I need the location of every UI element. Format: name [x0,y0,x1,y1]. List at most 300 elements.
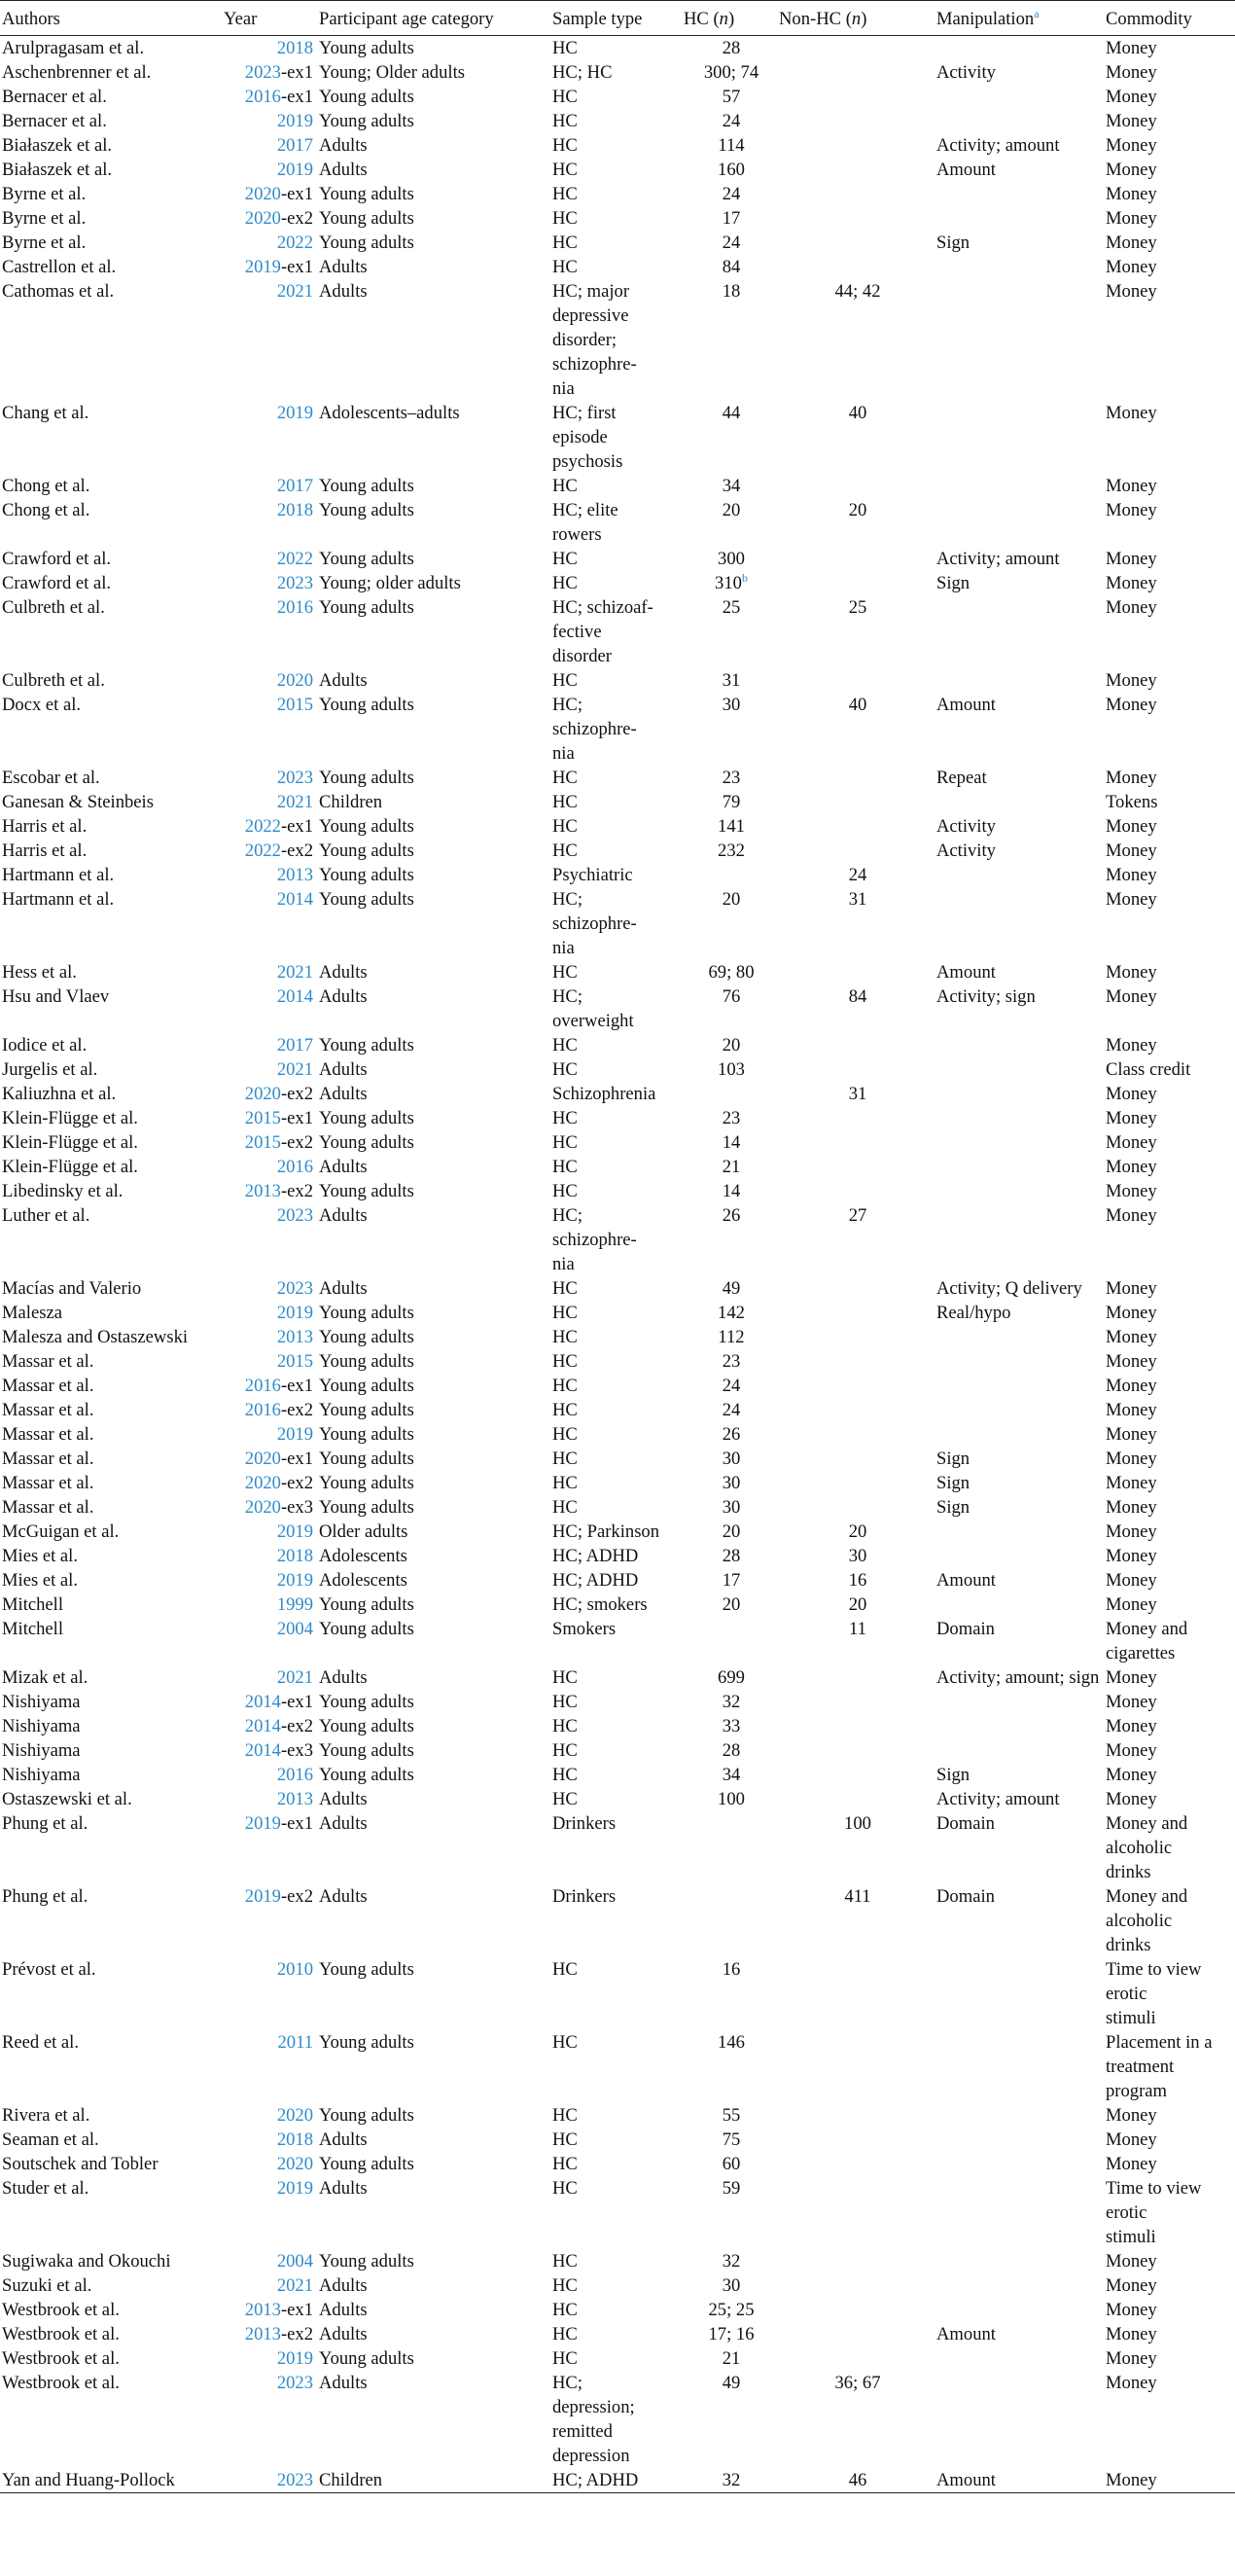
cell-manipulation [936,1130,1106,1155]
cell-age-category: Adults [319,1886,368,1907]
year-link[interactable]: 2016 [244,1376,281,1396]
cell-authors: Crawford et al. [2,549,112,569]
cell-sample-type: HC [552,1400,578,1420]
cell-age-category: Young adults [319,768,414,788]
table-row [0,36,1235,61]
hc-n-value: 32 [722,1692,741,1712]
cell-age-category: Adults [319,1205,368,1226]
cell-nonhc-n: 44; 42 [834,281,881,302]
cell-authors: Harris et al. [2,841,88,861]
year-link[interactable]: 2021 [276,962,313,983]
year-link[interactable]: 2018 [276,2129,313,2150]
hc-n-value: 21 [722,1157,741,1177]
cell-age-category: Young adults [319,1765,414,1785]
hc-n-value: 30 [722,1497,741,1518]
cell-hc-n [684,2468,779,2493]
cell-manipulation [936,1325,1106,1349]
hc-n-value: 14 [722,1181,741,1201]
cell-manipulation [936,1714,1106,1738]
year-link[interactable]: 2014 [244,1740,281,1761]
year-link[interactable]: 2019 [244,1886,281,1907]
cell-age-category: Young adults [319,1716,414,1736]
year-link[interactable]: 2016 [276,1157,313,1177]
year-link[interactable]: 2020 [244,184,281,204]
cell-hc-n [684,231,779,255]
table-row [0,1520,1235,1544]
cell-commodity: Money [1106,1692,1157,1712]
header-manipulation-footnote[interactable]: a [1034,6,1040,20]
year-link[interactable]: 2018 [276,1546,313,1566]
cell-sample-type: Drinkers [552,1813,617,1834]
table-row [0,1787,1235,1811]
year-link[interactable]: 2019 [244,257,281,277]
header-manipulation [936,1,1106,36]
cell-nonhc-n [779,182,936,206]
cell-manipulation: Amount [936,1570,996,1591]
cell-authors: Suzuki et al. [2,2275,92,2296]
year-suffix: -ex1 [280,87,313,107]
table-row [0,887,1235,960]
year-link[interactable]: 2017 [276,135,313,156]
cell-sample-type: HC [552,1424,578,1445]
cell-age-category: Adolescents–adults [319,403,460,423]
cell-hc-n [684,863,779,887]
cell-age-category: Young adults [319,1108,414,1128]
cell-authors: McGuigan et al. [2,1521,120,1542]
year-link[interactable]: 2013 [244,2300,281,2320]
cell-age-category: Young adults [319,1473,414,1493]
cell-manipulation: Repeat [936,768,987,788]
cell-sample-type: HC [552,816,578,837]
cell-manipulation [936,1349,1106,1374]
year-suffix: -ex3 [280,1740,313,1761]
cell-age-category: Adults [319,2178,368,2199]
year-suffix: -ex2 [280,1400,313,1420]
year-link[interactable]: 2015 [244,1132,281,1153]
cell-nonhc-n [779,1763,936,1787]
cell-year [224,2322,319,2346]
year-link[interactable]: 2017 [276,1035,313,1055]
year-link[interactable]: 2016 [276,1765,313,1785]
year-link[interactable]: 2019 [276,2348,313,2369]
cell-manipulation [936,668,1106,693]
cell-year [224,85,319,109]
year-link[interactable]: 2014 [244,1716,281,1736]
cell-year [224,36,319,61]
cell-authors: Mitchell [2,1594,63,1615]
cell-commodity: Money [1106,1449,1157,1469]
cell-sample-type: HC; overweight [552,986,634,1031]
year-link[interactable]: 2019 [276,1570,313,1591]
hc-n-value: 17 [722,208,741,229]
cell-nonhc-n: 27 [848,1205,867,1226]
cell-authors: Mies et al. [2,1546,78,1566]
year-link[interactable]: 2021 [276,2275,313,2296]
cell-nonhc-n [779,60,936,85]
year-suffix: -ex1 [280,816,313,837]
year-link[interactable]: 2016 [244,87,281,107]
cell-sample-type: HC [552,111,578,131]
cell-authors: Massar et al. [2,1400,94,1420]
cell-hc-n [684,206,779,231]
year-link[interactable]: 2020 [276,670,313,691]
cell-hc-n [684,2371,779,2468]
cell-authors: Ostaszewski et al. [2,1789,132,1809]
cell-nonhc-n [779,231,936,255]
header-commodity: Commodity [1106,9,1192,29]
cell-sample-type: HC [552,2178,578,2199]
cell-manipulation: Sign [936,573,970,593]
cell-commodity: Money [1106,986,1157,1007]
cell-hc-n [684,2298,779,2322]
year-link[interactable]: 2021 [276,281,313,302]
cell-nonhc-n [779,1057,936,1082]
cell-manipulation: Amount [936,160,996,180]
hc-n-value: 20 [722,1521,741,1542]
hc-n-value: 24 [722,233,741,253]
year-link[interactable]: 1999 [276,1594,313,1615]
year-link[interactable]: 2016 [276,597,313,618]
cell-age-category: Adults [319,986,368,1007]
cell-year [224,1203,319,1276]
cell-nonhc-n [779,1325,936,1349]
cell-age-category: Young adults [319,597,414,618]
cell-authors: Malesza and Ostaszewski [2,1327,189,1347]
year-link[interactable]: 2023 [276,1205,313,1226]
cell-year [224,2298,319,2322]
cell-year [224,2152,319,2176]
cell-sample-type: HC [552,549,578,569]
cell-hc-n [684,1033,779,1057]
year-link[interactable]: 2022 [276,233,313,253]
cell-year [224,109,319,133]
cell-age-category: Children [319,2470,383,2490]
cell-commodity: Money and alcoholic drinks [1106,1886,1188,1955]
year-link[interactable]: 2004 [276,2251,313,2272]
cell-manipulation [936,1690,1106,1714]
year-link[interactable]: 2015 [244,1108,281,1128]
year-link[interactable]: 2018 [276,38,313,58]
cell-year [224,2176,319,2249]
year-link[interactable]: 2014 [244,1692,281,1712]
year-link[interactable]: 2020 [276,2105,313,2126]
year-link[interactable]: 2019 [244,1813,281,1834]
year-suffix: -ex1 [280,2300,313,2320]
cell-year [224,2249,319,2273]
cell-nonhc-n: 20 [848,500,867,520]
year-suffix: -ex3 [280,1497,313,1518]
year-link[interactable]: 2021 [276,1667,313,1688]
year-link[interactable]: 2023 [276,768,313,788]
table-row [0,1325,1235,1349]
cell-authors: Massar et al. [2,1473,94,1493]
cell-manipulation [936,1106,1106,1130]
year-link[interactable]: 2021 [276,792,313,812]
cell-nonhc-n [779,1349,936,1374]
year-link[interactable]: 2004 [276,1619,313,1639]
cell-sample-type: HC [552,1181,578,1201]
hc-n-value: 142 [718,1303,745,1323]
cell-sample-type: HC [552,184,578,204]
cell-nonhc-n: 31 [848,1084,867,1104]
cell-authors: Massar et al. [2,1449,94,1469]
cell-year [224,1495,319,1520]
cell-age-category: Young adults [319,889,414,910]
cell-sample-type: HC [552,476,578,496]
table-row [0,1617,1235,1665]
cell-year [224,1592,319,1617]
cell-nonhc-n [779,1179,936,1203]
year-link[interactable]: 2015 [276,695,313,715]
cell-year [224,1276,319,1301]
year-suffix: -ex1 [280,1376,313,1396]
table-row [0,2103,1235,2128]
year-link[interactable]: 2020 [244,1084,281,1104]
cell-sample-type: HC [552,1351,578,1372]
year-link[interactable]: 2019 [276,1303,313,1323]
cell-manipulation [936,279,1106,401]
cell-authors: Białaszek et al. [2,135,113,156]
cell-sample-type: HC; ADHD [552,1570,639,1591]
cell-commodity: Tokens [1106,792,1158,812]
table-row [0,1690,1235,1714]
cell-authors: Westbrook et al. [2,2324,120,2344]
cell-sample-type: HC [552,135,578,156]
cell-manipulation [936,1374,1106,1398]
year-link[interactable]: 2013 [276,865,313,885]
cell-commodity: Money [1106,2251,1157,2272]
cell-nonhc-n [779,255,936,279]
year-link[interactable]: 2019 [276,111,313,131]
cell-hc-n [684,1325,779,1349]
hc-n-value: 17 [722,1570,741,1591]
cell-authors: Massar et al. [2,1424,94,1445]
cell-commodity: Money [1106,1716,1157,1736]
year-link[interactable]: 2014 [276,986,313,1007]
year-link[interactable]: 2023 [276,2373,313,2393]
table-row [0,1665,1235,1690]
cell-nonhc-n [779,2152,936,2176]
cell-nonhc-n [779,2249,936,2273]
year-link[interactable]: 2020 [244,1449,281,1469]
cell-year [224,1057,319,1082]
year-link[interactable]: 2011 [277,2032,313,2053]
table-row [0,1203,1235,1276]
cell-commodity: Money [1106,1570,1157,1591]
cell-authors: Cathomas et al. [2,281,115,302]
cell-sample-type: HC [552,2275,578,2296]
cell-age-category: Young adults [319,1035,414,1055]
cell-sample-type: HC [552,2324,578,2344]
table-row [0,85,1235,109]
cell-nonhc-n: 31 [848,889,867,910]
table-header [0,1,1235,36]
year-link[interactable]: 2013 [276,1789,313,1809]
table-row [0,2176,1235,2249]
cell-nonhc-n: 11 [849,1619,866,1639]
year-link[interactable]: 2022 [244,841,281,861]
cell-year [224,1155,319,1179]
hc-n-value: 75 [722,2129,741,2150]
cell-nonhc-n [779,1471,936,1495]
cell-age-category: Adults [319,281,368,302]
cell-age-category: Adults [319,2300,368,2320]
table-row [0,474,1235,498]
cell-sample-type: HC [552,768,578,788]
cell-manipulation: Activity; sign [936,986,1036,1007]
cell-sample-type: HC; schizophre- nia [552,1205,637,1274]
cell-sample-type: HC; elite rowers [552,500,618,545]
cell-year [224,814,319,839]
table-row [0,1811,1235,1884]
year-link[interactable]: 2013 [244,1181,281,1201]
cell-manipulation [936,1033,1106,1057]
hc-n-value: 30 [722,1449,741,1469]
year-link[interactable]: 2019 [276,1521,313,1542]
cell-nonhc-n [779,668,936,693]
cell-authors: Luther et al. [2,1205,90,1226]
cell-hc-n [684,1349,779,1374]
year-link[interactable]: 2017 [276,476,313,496]
cell-authors: Phung et al. [2,1813,88,1834]
year-link[interactable]: 2019 [276,2178,313,2199]
table-row [0,1374,1235,1398]
table-row [0,1422,1235,1447]
header-row [0,1,1235,36]
cell-nonhc-n [779,36,936,61]
cell-sample-type: HC [552,1327,578,1347]
cell-age-category: Adolescents [319,1570,407,1591]
cell-sample-type: Schizophrenia [552,1084,656,1104]
cell-manipulation [936,401,1106,474]
cell-commodity: Money [1106,2470,1157,2490]
cell-year [224,693,319,766]
cell-manipulation: Activity; Q delivery [936,1278,1082,1299]
hc-n-value: 32 [722,2251,741,2272]
cell-nonhc-n [779,1301,936,1325]
cell-nonhc-n [779,2298,936,2322]
cell-sample-type: HC [552,2154,578,2174]
hc-n-value: 31 [722,670,741,691]
year-link[interactable]: 2020 [244,208,281,229]
cell-commodity: Money [1106,1303,1157,1323]
cell-hc-n [684,1787,779,1811]
cell-year [224,474,319,498]
cell-manipulation [936,85,1106,109]
header-hc-label: HC (n) [684,9,735,29]
hc-n-value: 49 [722,2373,741,2393]
year-link[interactable]: 2010 [276,1959,313,1980]
cell-hc-n [684,1884,779,1957]
header-sample-type: Sample type [552,9,643,29]
cell-sample-type: Psychiatric [552,865,633,885]
cell-manipulation [936,182,1106,206]
year-link[interactable]: 2023 [276,1278,313,1299]
year-link[interactable]: 2019 [276,403,313,423]
year-link[interactable]: 2013 [244,2324,281,2344]
year-link[interactable]: 2019 [276,160,313,180]
cell-commodity: Money [1106,1473,1157,1493]
table-row [0,693,1235,766]
cell-age-category: Adults [319,1059,368,1080]
cell-age-category: Adults [319,962,368,983]
cell-authors: Hess et al. [2,962,77,983]
cell-nonhc-n [779,1374,936,1398]
cell-hc-n [684,1763,779,1787]
hc-n-value: 26 [722,1424,741,1445]
cell-manipulation [936,2103,1106,2128]
cell-year [224,984,319,1033]
cell-commodity: Money [1106,1132,1157,1153]
cell-nonhc-n [779,1106,936,1130]
year-link[interactable]: 2014 [276,889,313,910]
year-link[interactable]: 2022 [244,816,281,837]
cell-sample-type: HC; ADHD [552,2470,639,2490]
cell-hc-n [684,182,779,206]
cell-commodity: Money [1106,1594,1157,1615]
cell-hc-n [684,1179,779,1203]
year-link[interactable]: 2020 [276,2154,313,2174]
cell-year [224,790,319,814]
year-link[interactable]: 2020 [244,1497,281,1518]
cell-sample-type: HC [552,2105,578,2126]
cell-hc-n [684,279,779,401]
year-link[interactable]: 2023 [276,2470,313,2490]
hc-footnote[interactable]: b [741,570,748,585]
hc-n-value: 49 [722,1278,741,1299]
year-link[interactable]: 2020 [244,1473,281,1493]
header-nonhc-label: Non-HC (n) [779,9,867,29]
cell-age-category: Young adults [319,549,414,569]
cell-age-category: Young adults [319,38,414,58]
year-link[interactable]: 2019 [276,1424,313,1445]
cell-hc-n [684,1592,779,1617]
cell-authors: Białaszek et al. [2,160,113,180]
cell-sample-type: HC [552,208,578,229]
year-link[interactable]: 2021 [276,1059,313,1080]
cell-authors: Massar et al. [2,1497,94,1518]
cell-manipulation: Real/hypo [936,1303,1011,1323]
cell-hc-n [684,1106,779,1130]
cell-authors: Nishiyama [2,1740,81,1761]
cell-authors: Westbrook et al. [2,2373,120,2393]
hc-n-value: 17; 16 [708,2324,755,2344]
cell-hc-n [684,1520,779,1544]
cell-manipulation: Activity [936,816,996,837]
cell-nonhc-n: 16 [848,1570,867,1591]
year-link[interactable]: 2023 [244,62,281,83]
year-link[interactable]: 2023 [276,573,313,593]
cell-commodity: Time to view erotic stimuli [1106,1959,1202,2028]
cell-hc-n [684,109,779,133]
hc-n-value: 28 [722,1546,741,1566]
year-link[interactable]: 2016 [244,1400,281,1420]
year-link[interactable]: 2022 [276,549,313,569]
cell-manipulation [936,1544,1106,1568]
cell-sample-type: HC [552,1692,578,1712]
hc-n-value: 20 [722,889,741,910]
year-link[interactable]: 2015 [276,1351,313,1372]
cell-nonhc-n [779,158,936,182]
hc-n-value: 76 [722,986,741,1007]
cell-age-category: Young adults [319,695,414,715]
cell-age-category: Adults [319,2324,368,2344]
year-link[interactable]: 2013 [276,1327,313,1347]
cell-nonhc-n [779,766,936,790]
cell-sample-type: HC [552,1449,578,1469]
year-link[interactable]: 2018 [276,500,313,520]
table-row [0,1471,1235,1495]
